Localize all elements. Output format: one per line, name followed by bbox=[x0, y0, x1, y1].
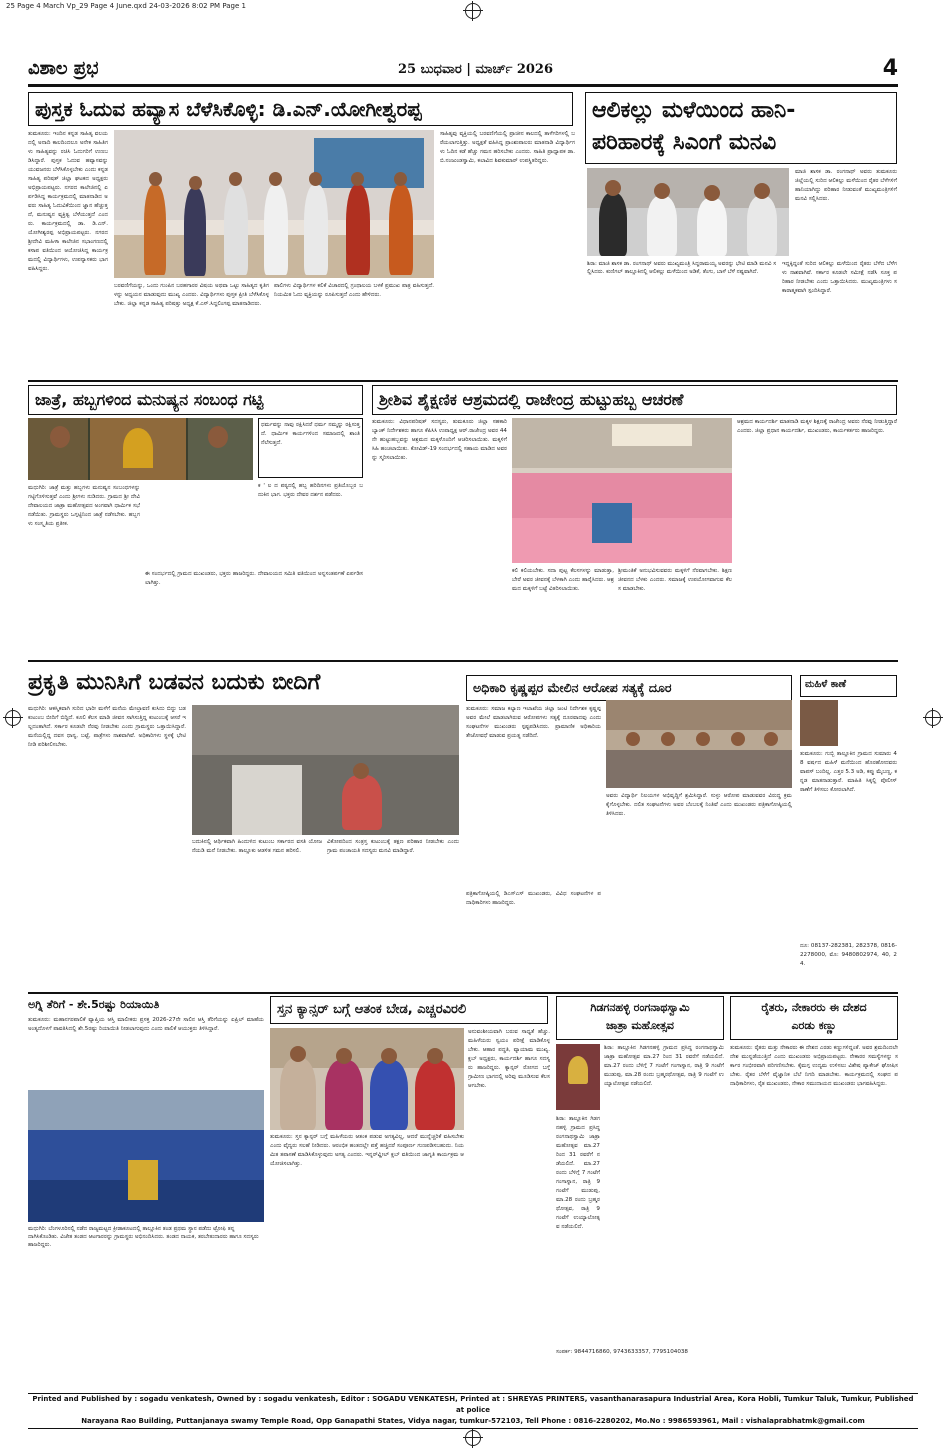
article-body: ಕ ' ಲ ದ ಪಠ್ಯದಲ್ಲಿ ಹಬ್ಬ ಹರಿದಿನಗಳು ಪ್ರತಿಯೊಬ್ಬರ ಬದುಕಿನ ಭಾಗ. ಭಕ್ತರು ದೇವರ ದರ್ಶನ ಪಡೆದರು. bbox=[258, 483, 363, 498]
photo-caption: ಮಧುಗಿರಿ: ಬೆಂಗಳೂರಿನಲ್ಲಿ ನಡೆದ ರಾಜ್ಯಮಟ್ಟದ ಕ್ರೀಡಾಕೂಟದಲ್ಲಿ ತಾಲ್ಲೂಕಿನ ತಂಡ ಪ್ರಥಮ ಸ್ಥಾನ ಪಡೆದು ಟ್ರೋಫಿ ತನ್ನದಾಗಿಸಿಕೊಂಡಿತು. ವಿಜೇತ ತಂಡದ ಆಟಗಾರರನ್ನು ಗ್ರಾಮಸ್ಥರು ಅಭಿನಂದಿಸಿದರು. ತಂಡದ ನಾಯಕ, ತರಬೇತುದಾರರು ಹಾಗೂ ಸದಸ್ಯರು ಹಾಜರಿದ್ದರು. bbox=[28, 1226, 259, 1248]
article-body: ತುಮಕೂರು: ಸಮಾಜ ಕಲ್ಯಾಣ ಇಲಾಖೆಯ ಜಿಲ್ಲಾ ಜಂಟಿ ನಿರ್ದೇಶಕ ಕೃಷ್ಣಪ್ಪ ಅವರ ಮೇಲೆ ಮಾಡಲಾಗಿರುವ ಆರೋಪಗಳು ಸತ್ಯಕ್ಕೆ ದೂರವಾದವು ಎಂದು ಸಂಘಟನೆಗಳ ಮುಖಂಡರು ಸ್ಪಷ್ಟಪಡಿಸಿದರು. ಪ್ರಾಮಾಣಿಕ ಅಧಿಕಾರಿಯ ತೇಜೋವಧೆ ಮಾಡುವ ಪ್ರಯತ್ನ ನಡೆದಿದೆ. bbox=[466, 706, 601, 739]
page-number: 4 bbox=[882, 56, 898, 81]
registration-mark-icon bbox=[925, 710, 941, 726]
article-headline bbox=[585, 92, 897, 164]
article-body: ತುಮಕೂರು: ಇಂದಿನ ಕನ್ನಡ ಸಾಹಿತ್ಯ ವಲಯದಲ್ಲಿ ಅನಾದಿ ಕಾಲದಿಂದಲೂ ಅನೇಕ ಸಾಹಿತಿಗಳು ಸಾಹಿತ್ಯವನ್ನು ರಚಿಸಿ ಓದುಗರಿಗೆ ಉಣಬಡಿಸಿದ್ದಾರೆ. ಪುಸ್ತಕ ಓದುವ ಹವ್ಯಾಸವನ್ನು ಯುವಜನರು ಬೆಳೆಸಿಕೊಳ್ಳಬೇಕು ಎಂದು ಕನ್ನಡ ಸಾಹಿತ್ಯ ಪರಿಷತ್ ಜಿಲ್ಲಾ ಘಟಕದ ಅಧ್ಯಕ್ಷರು ಅಭಿಪ್ರಾಯಪಟ್ಟರು. ನಗರದ ಕಾಲೇಜಿನಲ್ಲಿ ಏರ್ಪಡಿಸಿದ್ದ ಕಾರ್ಯಕ್ರಮದಲ್ಲಿ ಮಾತನಾಡಿದ ಅವರು ಸಾಹಿತ್ಯ ಓದುವಿಕೆಯಿಂದ ಜ್ಞಾನ ಹೆಚ್ಚುತ್ತದೆ, ಮನುಷ್ಯನ ವ್ಯಕ್ತಿತ್ವ ಬೆಳೆಯುತ್ತದೆ ಎಂದರು. ಕಾರ್ಯಕ್ರಮದಲ್ಲಿ ಡಾ. ಡಿ.ಎನ್.ಯೋಗೀಶ್ವರಪ್ಪ ಅಭಿಪ್ರಾಯಪಟ್ಟರು. ನಗರದ ಶ್ರೀದೇವಿ ಮಹಿಳಾ ಕಾಲೇಜಿನ ಸಭಾಂಗಣದಲ್ಲಿ ಕಸಾಪ ವತಿಯಿಂದ ಆಯೋಜಿಸಿದ್ದ ಕಾರ್ಯಕ್ರಮದಲ್ಲಿ ವಿದ್ಯಾರ್ಥಿಗಳು, ಉಪನ್ಯಾಸಕರು ಭಾಗವಹಿಸಿದ್ದರು. bbox=[28, 131, 108, 272]
deity-photo bbox=[556, 1044, 600, 1110]
headline-line: ರೈತರು, ನೇಕಾರರು ಈ ದೇಶದ bbox=[761, 1001, 867, 1014]
headline-line: ಆಲಿಕಲ್ಲು ಮಳೆಯಿಂದ ಹಾನಿ- bbox=[592, 98, 796, 123]
imprint-line: Narayana Rao Building, Puttanjanaya swamy Temple Road, Opp Ganapathi States, Vidya nagar, tumkur-572103, Tell Phone : 0816-2280202, Mo.No : 9986593961, Mail : vishalaprabhatmk@gmail.com bbox=[81, 1417, 865, 1425]
article-body: ವಿಕೋಪದಿಂದ ಸಂತ್ರಸ್ತ ಕುಟುಂಬಕ್ಕೆ ತಕ್ಷಣ ಪರಿಹಾರ ನೀಡಬೇಕು ಎಂದು ಗ್ರಾಮ ಪಂಚಾಯತಿ ಸದಸ್ಯರು ಮನವಿ ಮಾಡಿದ್ದಾರೆ. bbox=[327, 839, 459, 854]
article-body: ಶಿರಾ: ತಾಲ್ಲೂಕಿನ ಗಿಡಗನಹಳ್ಳಿ ಗ್ರಾಮದ ಪ್ರಸಿದ್ಧ ರಂಗನಾಥಸ್ವಾಮಿ ಜಾತ್ರಾ ಮಹೋತ್ಸವ ಮಾ.27 ರಿಂದ 31 ರವರೆಗೆ ನಡೆಯಲಿದೆ. ಮಾ.27 ರಂದು ಬೆಳಿಗ್ಗೆ 7 ಗಂಟೆಗೆ ಗಂಗಾಸ್ನಾನ, ರಾತ್ರಿ 9 ಗಂಟೆಗೆ ಮುಡುಪು, ಮಾ.28 ರಂದು ಬ್ರಹ್ಮರಥೋತ್ಸವ, ರಾತ್ರಿ 9 ಗಂಟೆಗೆ ಉಯ್ಯಾಲೋತ್ಸವ ನಡೆಯಲಿದೆ. bbox=[604, 1045, 724, 1087]
article-body: ಕಲಿ ಕಲಿಯಬೇಕು. ಸದಾ ಪುಟ್ಟ ಕೆಲಸಗಳನ್ನು ಮಾಡುತ್ತಾ, ಬೇರೆ ಅವರ ಜೀವನಕ್ಕೆ ಬೆಳಕಾಗಿ ಎಂದು ಹಾರೈಸಿದರು. ಆಶ್ರಮದ ಮಕ್ಕಳಿಗೆ ಬಟ್ಟೆ ವಿತರಿಸಲಾಯಿತು. bbox=[512, 568, 614, 592]
section-divider bbox=[28, 380, 898, 382]
article-body: ತುಮಕೂರು: ಮಹಾನಗರಪಾಲಿಕೆ ವ್ಯಾಪ್ತಿಯ ಆಸ್ತಿ ಮಾಲೀಕರು ಪ್ರಸಕ್ತ 2026-27ನೇ ಸಾಲಿನ ಆಸ್ತಿ ತೆರಿಗೆಯನ್ನು ಏಪ್ರಿಲ್ ಮಾಹೆಯ ಅಂತ್ಯದೊಳಗೆ ಪಾವತಿಸಿದಲ್ಲಿ ಶೇ.5ರಷ್ಟು ರಿಯಾಯಿತಿ ನೀಡಲಾಗುವುದು ಎಂದು ಪಾಲಿಕೆ ಆಯುಕ್ತರು ತಿಳಿಸಿದ್ದಾರೆ. bbox=[28, 1017, 264, 1032]
article-body: ತುಮಕೂರು: ರೈತರು ಮತ್ತು ನೇಕಾರರು ಈ ದೇಶದ ಎರಡು ಕಣ್ಣುಗಳಿದ್ದಂತೆ. ಅವರ ಶ್ರಮದಿಂದಲೇ ದೇಶ ಮುನ್ನಡೆಯುತ್ತಿದೆ ಎಂದು ಮುಖಂಡರು ಅಭಿಪ್ರಾಯಪಟ್ಟರು. ನೇಕಾರರ ಸಮಸ್ಯೆಗಳನ್ನು ಸರ್ಕಾರ ಗಂಭೀರವಾಗಿ ಪರಿಗಣಿಸಬೇಕು. ಕೈಮಗ್ಗ ಉದ್ಯಮ ಉಳಿಸಲು ವಿಶೇಷ ಪ್ಯಾಕೇಜ್ ಘೋಷಿಸಬೇಕು. ರೈತರ ಬೆಳೆಗೆ ವೈಜ್ಞಾನಿಕ ಬೆಲೆ ನಿಗದಿ ಮಾಡಬೇಕು. ಕಾರ್ಯಕ್ರಮದಲ್ಲಿ ಸಂಘದ ಪದಾಧಿಕಾರಿಗಳು, ರೈತ ಮುಖಂಡರು, ನೇಕಾರ ಸಮುದಾಯದ ಮುಖಂಡರು ಭಾಗವಹಿಸಿದ್ದರು. bbox=[730, 1045, 898, 1087]
photo-caption: ಶಿರಾ: ಮಾಜಿ ಶಾಸಕ ಡಾ. ರಂಗನಾಥ್ ಅವರು ಮುಖ್ಯಮಂತ್ರಿ ಸಿದ್ದರಾಮಯ್ಯ ಅವರನ್ನು ಭೇಟಿ ಮಾಡಿ ಮನವಿ ಸಲ್ಲಿಸಿದರು. ಕುಣಿಗಲ್ ತಾಲ್ಲೂಕಿನಲ್ಲಿ ಆಲಿಕಲ್ಲು ಮಳೆಯಿಂದ ಅಡಿಕೆ, ತೆಂಗು, ಬಾಳೆ ಬೆಳೆ ನಷ್ಟವಾಗಿದೆ. bbox=[587, 261, 777, 275]
imprint-line: Printed and Published by : sogadu venkatesh, Owned by : sogadu venkatesh, Editor : SOGADU VENKATESH, Printed at : SHREYAS PRINTERS, vasanthanarasapura Industrial Area, Kora Hobli, Tumkur Taluk, Tumkur, Published at police bbox=[32, 1395, 914, 1414]
article-body: ಶ್ರೀಮಂತಿಕೆ ಅನುಭವಿಸುವವರು ಮಕ್ಕಳಿಗೆ ನೆರವಾಗಬೇಕು. ಶಿಕ್ಷಣ ಜೀವನದ ಬೆಳಕು ಎಂದರು. ಸಮಾಜಕ್ಕೆ ಉಪಯೋಗವಾಗುವ ಕೆಲಸ ಮಾಡಬೇಕು. bbox=[618, 568, 732, 592]
article-headline bbox=[556, 996, 724, 1040]
missing-person-photo bbox=[800, 700, 838, 746]
masthead bbox=[28, 56, 898, 87]
article-body: ಸಾಹಿತ್ಯವು ವ್ಯಕ್ತಿಯಲ್ಲಿ ಬರವಣಿಗೆಯಲ್ಲಿ ಪ್ರಾಚೀನ ಕಾಲದಲ್ಲಿ ತಾಳೆಗರಿಗಳಲ್ಲಿ ಬರೆಯಲಾಗುತ್ತಿತ್ತು. ಅಧ್ಯಕ್ಷತೆ ವಹಿಸಿದ್ದ ಪ್ರಾಂಶುಪಾಲರು ಮಾತನಾಡಿ ವಿದ್ಯಾರ್ಥಿಗಳು ಓದಿನ ಕಡೆ ಹೆಚ್ಚು ಗಮನ ಹರಿಸಬೇಕು ಎಂದರು. ಸಾಹಿತಿ ಪ್ರಾಧ್ಯಾಪಕ ಡಾ. ಬಿ.ನಂಜುಂಡಸ್ವಾಮಿ, ಕಲಾವಿದ ಶಿವಕುಮಾರ್ ಉಪಸ್ಥಿತರಿದ್ದರು. bbox=[440, 131, 575, 164]
temple-photo bbox=[28, 418, 253, 480]
contact-numbers: ದೂ: 08137-282381, 282378, 0816-2278000, ಮೊ: 9480802974, 40, 24. bbox=[800, 943, 897, 967]
section-divider bbox=[28, 660, 898, 662]
article-body: ತುಮಕೂರು: ವಿಧಾನಪರಿಷತ್ ಸದಸ್ಯರು, ತುಮಕೂರು ಜಿಲ್ಲಾ ಸಹಕಾರಿ ಬ್ಯಾಂಕ್ ನಿರ್ದೇಶಕರು ಹಾಗೂ ಕೆಪಿಸಿಸಿ ಉಪಾಧ್ಯಕ್ಷ ಆರ್.ರಾಜೇಂದ್ರ ಅವರ 44 ನೇ ಹುಟ್ಟುಹಬ್ಬವನ್ನು ಆಶ್ರಮದ ಮಕ್ಕಳೊಂದಿಗೆ ಆಚರಿಸಲಾಯಿತು. ಮಕ್ಕಳಿಗೆ ಸಿಹಿ ಹಂಚಲಾಯಿತು. ಕೋವಿಡ್-19 ಸಂದರ್ಭದಲ್ಲಿ ಸಹಾಯ ಮಾಡಿದ ಅವರನ್ನು ಸ್ಮರಿಸಲಾಯಿತು. bbox=[372, 419, 507, 461]
article-body: ಈ ಸಂದರ್ಭದಲ್ಲಿ ಗ್ರಾಮದ ಮುಖಂಡರು, ಭಕ್ತರು ಹಾಜರಿದ್ದರು. ದೇವಾಲಯದ ಸಮಿತಿ ವತಿಯಿಂದ ಅನ್ನಸಂತರ್ಪಣೆ ಏರ್ಪಡಿಸಲಾಗಿತ್ತು. bbox=[145, 571, 363, 586]
article-body: ಬರವಣಿಗೆಯನ್ನು, ಒಂದು ಗುಂಪಿನ ಬರಹಗಾರರ ವಿಷಯ ಅಥವಾ ಒಟ್ಟು ಸಾಹಿತ್ಯದ ಕೃತಿಗಳನ್ನು ಅಧ್ಯಯನ ಮಾಡುವುದು ಮುಖ್ಯ ಎಂದರು. ವಿದ್ಯಾರ್ಥಿಗಳು ಪುಸ್ತಕ ಪ್ರೀತಿ ಬೆಳೆಸಿಕೊಳ್ಳಬೇಕು. ಜಿಲ್ಲಾ ಕನ್ನಡ ಸಾಹಿತ್ಯ ಪರಿಷತ್ತು ಅಧ್ಯಕ್ಷ ಕೆ.ಎಸ್.ಸಿದ್ದಲಿಂಗಪ್ಪ ಮಾತನಾಡಿದರು. bbox=[114, 283, 269, 307]
event-photo bbox=[114, 130, 434, 278]
article-body: ಪಾಲಿಗಳು ವಿದ್ಯಾರ್ಥಿಗಳ ಕಲಿಕೆ ವಿಚಾರದಲ್ಲಿ ಗ್ರಂಥಾಲಯ ಬಳಕೆ ಪ್ರಮುಖ ಪಾತ್ರ ವಹಿಸುತ್ತದೆ. ನಿಯಮಿತ ಓದು ವ್ಯಕ್ತಿಯನ್ನು ರೂಪಿಸುತ್ತದೆ ಎಂದು ಹೇಳಿದರು. bbox=[274, 283, 434, 298]
article-headline: ಸ್ತನ ಕ್ಯಾನ್ಸರ್ ಬಗ್ಗೆ ಆತಂಕ ಬೇಡ, ಎಚ್ಚರವಿರಲಿ bbox=[270, 996, 548, 1024]
headline-line: ಎರಡು ಕಣ್ಣು bbox=[791, 1019, 837, 1032]
damaged-house-photo bbox=[192, 705, 459, 835]
registration-mark-icon bbox=[465, 3, 481, 19]
article-body: ಶಿರಾ: ತಾಲ್ಲೂಕಿನ ಗಿಡಗನಹಳ್ಳಿ ಗ್ರಾಮದ ಪ್ರಸಿದ್ಧ ರಂಗನಾಥಸ್ವಾಮಿ ಜಾತ್ರಾ ಮಹೋತ್ಸವ ಮಾ.27 ರಿಂದ 31 ರವರೆಗೆ ನಡೆಯಲಿದೆ. ಮಾ.27 ರಂದು ಬೆಳಿಗ್ಗೆ 7 ಗಂಟೆಗೆ ಗಂಗಾಸ್ನಾನ, ರಾತ್ರಿ 9 ಗಂಟೆಗೆ ಮುಡುಪು, ಮಾ.28 ರಂದು ಬ್ರಹ್ಮರಥೋತ್ಸವ, ರಾತ್ರಿ 9 ಗಂಟೆಗೆ ಉಯ್ಯಾಲೋತ್ಸವ ನಡೆಯಲಿದೆ. bbox=[556, 1116, 600, 1230]
article-headline: ಅಗ್ನಿ ತೆರಿಗೆ - ಶೇ.5ರಷ್ಟು ರಿಯಾಯಿತಿ bbox=[28, 998, 160, 1011]
article-headline: ಜಾತ್ರೆ, ಹಬ್ಬಗಳಿಂದ ಮನುಷ್ಯನ ಸಂಬಂಧ ಗಟ್ಟಿ bbox=[28, 385, 363, 415]
article-body: ಮಾಜಿ ಶಾಸಕ ಡಾ. ರಂಗನಾಥ್ ಅವರು ತುಮಕೂರು ಜಿಲ್ಲೆಯಲ್ಲಿ ಸುರಿದ ಆಲಿಕಲ್ಲು ಮಳೆಯಿಂದ ರೈತರ ಬೆಳೆಗಳಿಗೆ ಹಾನಿಯಾಗಿದ್ದು ಪರಿಹಾರ ನೀಡುವಂತೆ ಮುಖ್ಯಮಂತ್ರಿಗಳಿಗೆ ಮನವಿ ಸಲ್ಲಿಸಿದರು. bbox=[795, 169, 897, 202]
meeting-photo bbox=[587, 168, 789, 256]
article-headline: ಅಧಿಕಾರಿ ಕೃಷ್ಣಪ್ಪರ ಮೇಲಿನ ಆರೋಪ ಸತ್ಯಕ್ಕೆ ದೂರ bbox=[466, 675, 792, 701]
celebration-photo bbox=[512, 418, 732, 563]
headline-line: ಪರಿಹಾರಕ್ಕೆ ಸಿಎಂಗೆ ಮನವಿ bbox=[592, 130, 777, 155]
article-body: ತುಮಕೂರು: ಗುಬ್ಬಿ ತಾಲ್ಲೂಕಿನ ಗ್ರಾಮದ ಸುಮಾರು 48 ವರ್ಷದ ಮಹಿಳೆ ಮನೆಯಿಂದ ಹೊರಹೋದವರು ವಾಪಸ್ ಬಂದಿಲ್ಲ. ಎತ್ತರ 5.3 ಅಡಿ, ಕಪ್ಪು ಮೈಬಣ್ಣ, ಕನ್ನಡ ಮಾತನಾಡುತ್ತಾರೆ. ಮಾಹಿತಿ ಸಿಕ್ಕಲ್ಲಿ ಪೊಲೀಸ್ ಠಾಣೆಗೆ ತಿಳಿಸಲು ಕೋರಲಾಗಿದೆ. bbox=[800, 751, 897, 793]
article-body: ತುಮಕೂರು: ಸ್ತನ ಕ್ಯಾನ್ಸರ್ ಬಗ್ಗೆ ಮಹಿಳೆಯರು ಆತಂಕ ಪಡುವ ಅಗತ್ಯವಿಲ್ಲ, ಆದರೆ ಮುನ್ನೆಚ್ಚರಿಕೆ ವಹಿಸಬೇಕು ಎಂದು ವೈದ್ಯರು ಸಲಹೆ ನೀಡಿದರು. ಆರಂಭಿಕ ಹಂತದಲ್ಲೇ ಪತ್ತೆ ಹಚ್ಚಿದರೆ ಸಂಪೂರ್ಣ ಗುಣಪಡಿಸಬಹುದು. ನಿಯಮಿತ ತಪಾಸಣೆ ಮಾಡಿಸಿಕೊಳ್ಳುವುದು ಅಗತ್ಯ ಎಂದರು. ಇನ್ನರ್‌ವ್ಹೀಲ್ ಕ್ಲಬ್ ವತಿಯಿಂದ ಜಾಗೃತಿ ಕಾರ್ಯಕ್ರಮ ಆಯೋಜಿಸಲಾಗಿತ್ತು. bbox=[270, 1134, 464, 1167]
newspaper-name: ವಿಶಾಲ ಪ್ರಭ bbox=[28, 58, 99, 79]
press-meet-photo bbox=[606, 700, 792, 788]
article-headline: ಮಹಿಳೆ ಕಾಣೆ bbox=[800, 675, 897, 697]
article-headline: ಶ್ರೀಶಿವ ಶೈಕ್ಷಣಿಕ ಆಶ್ರಮದಲ್ಲಿ ರಾಜೇಂದ್ರ ಹುಟ್ಟುಹಬ್ಬ ಆಚರಣೆ bbox=[372, 385, 897, 415]
imprint-footer bbox=[28, 1393, 918, 1429]
print-slug: 25 Page 4 March Vp_29 Page 4 June.qxd 24-03-2026 8:02 PM Page 1 bbox=[6, 2, 246, 10]
team-photo bbox=[28, 1090, 264, 1222]
article-body: ಆಶ್ರಮದ ಕಾರ್ಯದರ್ಶಿ ಮಾತನಾಡಿ ಮಕ್ಕಳ ಶಿಕ್ಷಣಕ್ಕೆ ರಾಜೇಂದ್ರ ಅವರು ನೆರವು ನೀಡುತ್ತಿದ್ದಾರೆ ಎಂದರು. ಜಿಲ್ಲಾ ಪ್ರಧಾನ ಕಾರ್ಯದರ್ಶಿ, ಮುಖಂಡರು, ಕಾರ್ಯಕರ್ತರು ಹಾಜರಿದ್ದರು. bbox=[737, 419, 897, 434]
section-divider bbox=[28, 992, 898, 994]
awareness-event-photo bbox=[270, 1028, 464, 1130]
article-body: ಪತ್ರಿಕಾಗೋಷ್ಠಿಯಲ್ಲಿ ಡಿಎಸ್‌ಎಸ್ ಮುಖಂಡರು, ವಿವಿಧ ಸಂಘಟನೆಗಳ ಪದಾಧಿಕಾರಿಗಳು ಹಾಜರಿದ್ದರು. bbox=[466, 891, 601, 906]
issue-date: 25 ಬುಧವಾರ | ಮಾರ್ಚ್ 2026 bbox=[398, 62, 554, 77]
article-headline bbox=[730, 996, 898, 1040]
pull-quote-box: ಧರ್ಮವನ್ನು ನಾವು ರಕ್ಷಿಸಿದರೆ ಧರ್ಮ ನಮ್ಮನ್ನು ರಕ್ಷಿಸುತ್ತದೆ. ಧಾರ್ಮಿಕ ಕಾರ್ಯಗಳಿಂದ ಸಮಾಜದಲ್ಲಿ ಶಾಂತಿ ನೆಲೆಸುತ್ತದೆ. bbox=[258, 418, 363, 478]
article-headline: ಪ್ರಕೃತಿ ಮುನಿಸಿಗೆ ಬಡವನ ಬದುಕು ಬೀದಿಗೆ bbox=[28, 670, 321, 695]
article-body: ಬದುಕಿನಲ್ಲಿ ಆರ್ಥಿಕವಾಗಿ ಹಿಂದುಳಿದ ಕುಟುಂಬ ಸರ್ಕಾರದ ವಸತಿ ಯೋಜನೆಯಡಿ ಮನೆ ನೀಡಬೇಕು. ತಾಲ್ಲೂಕು ಆಡಳಿತ ಗಮನ ಹರಿಸಲಿ. bbox=[192, 839, 322, 854]
headline-line: ಗಿಡಗನಹಳ್ಳಿ ರಂಗನಾಥಸ್ವಾಮಿ bbox=[590, 1001, 690, 1014]
headline-line: ಜಾತ್ರಾ ಮಹೋತ್ಸವ bbox=[606, 1019, 674, 1032]
registration-mark-icon bbox=[465, 1430, 481, 1446]
article-body: ಮಧುಗಿರಿ: ಆಕಸ್ಮಿಕವಾಗಿ ಸುರಿದ ಭಾರೀ ಮಳೆಗೆ ಮನೆಯ ಮೇಲ್ಛಾವಣಿ ಕುಸಿದು ಬಿದ್ದು ಬಡ ಕುಟುಂಬ ಬೀದಿಗೆ ಬಿದ್ದಿದೆ. ಕೂಲಿ ಕೆಲಸ ಮಾಡಿ ಜೀವನ ಸಾಗಿಸುತ್ತಿದ್ದ ಕುಟುಂಬಕ್ಕೆ ಆಸರೆ ಇಲ್ಲದಂತಾಗಿದೆ. ಸರ್ಕಾರ ಕೂಡಲೇ ನೆರವು ನೀಡಬೇಕು ಎಂದು ಗ್ರಾಮಸ್ಥರು ಒತ್ತಾಯಿಸಿದ್ದಾರೆ. ಮನೆಯಲ್ಲಿದ್ದ ದವಸ ಧಾನ್ಯ, ಬಟ್ಟೆ, ಪಾತ್ರೆಗಳು ನಾಶವಾಗಿವೆ. ಅಧಿಕಾರಿಗಳು ಸ್ಥಳಕ್ಕೆ ಭೇಟಿ ನೀಡಿ ಪರಿಶೀಲಿಸಬೇಕು. bbox=[28, 706, 186, 748]
article-headline: ಪುಸ್ತಕ ಓದುವ ಹವ್ಯಾಸ ಬೆಳೆಸಿಕೊಳ್ಳಿ: ಡಿ.ಎನ್.ಯೋಗೀಶ್ವರಪ್ಪ bbox=[28, 92, 573, 126]
contact-numbers: ಸಂಪರ್ಕ: 9844716860, 9743633357, 7795104038 bbox=[556, 1349, 688, 1355]
article-body: ಇದ್ದಕ್ಕಿದ್ದಂತೆ ಸುರಿದ ಆಲಿಕಲ್ಲು ಮಳೆಯಿಂದ ರೈತರು ಬೆಳೆದ ಬೆಳೆಗಳು ನಾಶವಾಗಿವೆ. ಸರ್ಕಾರ ಕೂಡಲೇ ಸಮೀಕ್ಷೆ ನಡೆಸಿ ಸೂಕ್ತ ಪರಿಹಾರ ನೀಡಬೇಕು ಎಂದು ಒತ್ತಾಯಿಸಿದರು. ಮುಖ್ಯಮಂತ್ರಿಗಳು ಸಕಾರಾತ್ಮಕವಾಗಿ ಸ್ಪಂದಿಸಿದ್ದಾರೆ. bbox=[782, 261, 897, 294]
article-body: ಅವರು ವಿದ್ಯಾರ್ಥಿ ನಿಲಯಗಳ ಅಭಿವೃದ್ಧಿಗೆ ಶ್ರಮಿಸಿದ್ದಾರೆ. ಸುಳ್ಳು ಆರೋಪ ಮಾಡುವವರ ವಿರುದ್ಧ ಕ್ರಮ ಕೈಗೊಳ್ಳಬೇಕು. ದಲಿತ ಸಂಘಟನೆಗಳು ಅವರ ಬೆಂಬಲಕ್ಕೆ ನಿಂತಿವೆ ಎಂದು ಮುಖಂಡರು ಪತ್ರಿಕಾಗೋಷ್ಠಿಯಲ್ಲಿ ತಿಳಿಸಿದರು. bbox=[606, 793, 792, 817]
registration-mark-icon bbox=[5, 710, 21, 726]
article-body: ಮಧುಗಿರಿ: ಜಾತ್ರೆ ಮತ್ತು ಹಬ್ಬಗಳು ಮನುಷ್ಯನ ಸಂಬಂಧಗಳನ್ನು ಗಟ್ಟಿಗೊಳಿಸುತ್ತವೆ ಎಂದು ಶ್ರೀಗಳು ನುಡಿದರು. ಗ್ರಾಮದ ಶ್ರೀ ದೇವಿ ದೇವಾಲಯದ ಜಾತ್ರಾ ಮಹೋತ್ಸವದ ಅಂಗವಾಗಿ ಧಾರ್ಮಿಕ ಸಭೆ ನಡೆಯಿತು. ಗ್ರಾಮಸ್ಥರು ಒಗ್ಗಟ್ಟಿನಿಂದ ಜಾತ್ರೆ ನಡೆಸಬೇಕು. ಹಬ್ಬಗಳು ಸಂಸ್ಕೃತಿಯ ಪ್ರತೀಕ. bbox=[28, 485, 140, 527]
article-body: ಅನುವಂಶೀಯವಾಗಿ ಬರುವ ಸಾಧ್ಯತೆ ಹೆಚ್ಚು. ಮಹಿಳೆಯರು ಸ್ವಯಂ ಪರೀಕ್ಷೆ ಮಾಡಿಕೊಳ್ಳಬೇಕು. ಆಹಾರ ಪದ್ಧತಿ, ವ್ಯಾಯಾಮ ಮುಖ್ಯ. ಕ್ಲಬ್ ಅಧ್ಯಕ್ಷರು, ಕಾರ್ಯದರ್ಶಿ ಹಾಗೂ ಸದಸ್ಯರು ಹಾಜರಿದ್ದರು. ಕ್ಯಾನ್ಸರ್ ರೋಗದ ಬಗ್ಗೆ ಗ್ರಾಮೀಣ ಭಾಗದಲ್ಲಿ ಅರಿವು ಮೂಡಿಸುವ ಕೆಲಸ ಆಗಬೇಕು. bbox=[468, 1029, 550, 1089]
